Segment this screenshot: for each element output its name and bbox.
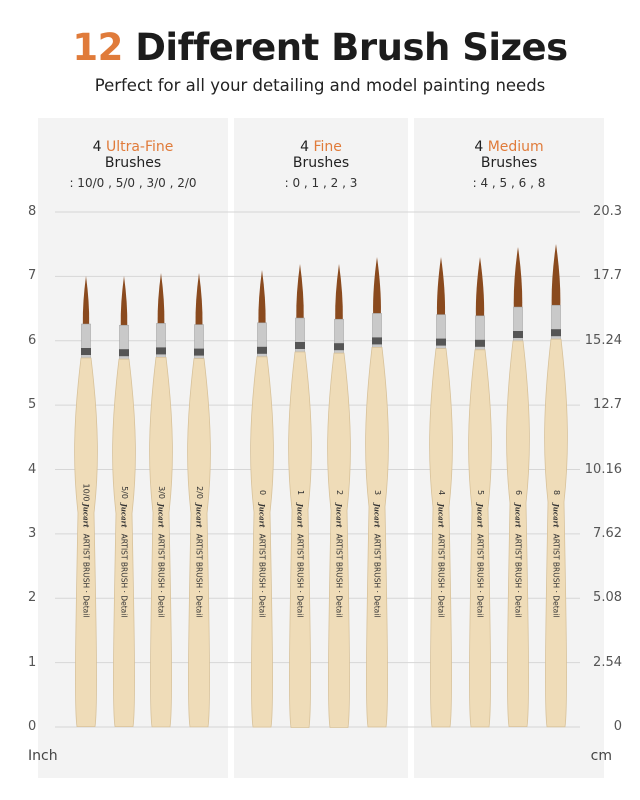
brush-crimp <box>156 348 166 355</box>
brush-size-label: 4 <box>436 489 446 495</box>
brush-brand-label: Jucart <box>551 502 561 528</box>
group-word: Brushes <box>480 155 538 171</box>
brush-brand-label: Jucart <box>334 502 344 528</box>
group-name: Ultra-Fine <box>105 139 174 155</box>
brush-brand-label: Jucart <box>475 502 485 528</box>
brush-text-label: ARTIST BRUSH · Detail <box>513 533 523 617</box>
brush-crimp <box>513 331 523 338</box>
brush-3-0 <box>146 273 176 731</box>
brush-8 <box>541 244 571 731</box>
brush-crimp <box>334 343 344 350</box>
brush-size-label: 2 <box>334 489 344 495</box>
brush-crimp <box>119 350 129 357</box>
brush-text-label: ARTIST BRUSH · Detail <box>436 533 446 617</box>
brush-size-label: 8 <box>551 489 561 495</box>
brush-tip <box>514 247 523 307</box>
brush-1 <box>285 264 315 732</box>
brush-size-label: 1 <box>295 489 305 495</box>
axis-left-tick: 2 <box>28 590 37 606</box>
brush-crimp <box>372 337 382 344</box>
brush-text-label: ARTIST BRUSH · Detail <box>119 533 129 617</box>
brush-text-label: ARTIST BRUSH · Detail <box>194 533 204 617</box>
brush-crimp <box>257 347 267 354</box>
axis-left-tick: 1 <box>28 654 37 670</box>
brush-crimp <box>551 329 561 336</box>
brush-text-label: ARTIST BRUSH · Detail <box>551 533 561 617</box>
group-name: Medium <box>487 139 544 155</box>
brush-crimp <box>436 339 446 346</box>
brush-text-label: ARTIST BRUSH · Detail <box>156 533 166 617</box>
brush-tip <box>258 270 265 323</box>
brush-tip <box>552 244 561 305</box>
group-count: 4 <box>92 139 102 155</box>
axis-left-tick: 4 <box>28 461 37 477</box>
brush-text-label: ARTIST BRUSH · Detail <box>257 533 267 617</box>
group-medium <box>414 139 604 191</box>
brush-brand-label: Jucart <box>436 502 446 528</box>
group-ultra-fine <box>38 139 228 191</box>
axis-right-tick: 7.62 <box>593 525 622 541</box>
brush-size-label: 5/0 <box>119 485 129 499</box>
brush-size-label: 3 <box>372 489 382 495</box>
axis-right-tick: 20.3 <box>593 204 622 219</box>
brush-brand-label: Jucart <box>156 502 166 528</box>
brush-brand-label: Jucart <box>119 502 129 528</box>
axis-right-tick: 2.54 <box>593 654 622 670</box>
axis-left-tick: 3 <box>28 525 37 541</box>
brush-size-label: 10/0 <box>81 483 91 501</box>
brush-2 <box>324 264 354 732</box>
axis-right-unit: cm <box>590 748 612 764</box>
group-sizes: : 10/0 , 5/0 , 3/0 , 2/0 <box>69 176 197 190</box>
brush-brand-label: Jucart <box>81 502 91 528</box>
brush-text-label: ARTIST BRUSH · Detail <box>295 533 305 617</box>
title-number: 12 <box>72 26 123 69</box>
brush-2-0 <box>184 273 214 731</box>
brush-tip <box>158 273 165 323</box>
brush-tip <box>296 264 303 318</box>
brush-tip <box>437 257 445 315</box>
brush-size-label: 2/0 <box>194 485 204 499</box>
axis-left-tick: 8 <box>28 204 37 219</box>
group-word: Brushes <box>104 155 162 171</box>
axis-right-tick: 0 <box>613 719 622 734</box>
group-count: 4 <box>300 139 310 155</box>
brush-tip <box>476 257 484 316</box>
brush-size-label: 3/0 <box>156 485 166 499</box>
axis-right-tick: 15.24 <box>584 332 622 348</box>
brush-brand-label: Jucart <box>513 502 523 528</box>
brush-brand-label: Jucart <box>295 502 305 528</box>
axis-right-tick: 10.16 <box>584 461 622 477</box>
group-count: 4 <box>474 139 484 155</box>
brush-tip <box>335 264 343 319</box>
brush-brand-label: Jucart <box>194 502 204 528</box>
axis-right-tick: 5.08 <box>593 590 622 606</box>
brush-crimp <box>194 349 204 356</box>
axis-left-tick: 5 <box>28 397 37 413</box>
brush-crimp <box>81 348 91 355</box>
brush-text-label: ARTIST BRUSH · Detail <box>372 533 382 617</box>
brush-0 <box>247 270 277 731</box>
brush-size-label: 6 <box>513 489 523 495</box>
group-fine <box>234 139 408 191</box>
axis-left-tick: 0 <box>28 719 37 734</box>
brush-text-label: ARTIST BRUSH · Detail <box>81 533 91 617</box>
brush-tip <box>121 276 128 325</box>
brush-tip <box>83 276 89 324</box>
axis-right-tick: 12.7 <box>593 397 622 413</box>
page-subtitle: Perfect for all your detailing and model painting needs <box>94 76 546 95</box>
brush-crimp <box>475 340 485 347</box>
group-name: Fine <box>313 139 342 155</box>
brush-tip <box>195 273 202 325</box>
group-sizes: : 0 , 1 , 2 , 3 <box>284 176 358 190</box>
brush-text-label: ARTIST BRUSH · Detail <box>475 533 485 617</box>
group-word: Brushes <box>292 155 350 171</box>
brush-size-label: 5 <box>475 489 485 495</box>
brush-tip <box>373 257 381 313</box>
brush-brand-label: Jucart <box>372 502 382 528</box>
axis-left-tick: 7 <box>28 268 37 284</box>
brush-size-label: 0 <box>257 489 267 495</box>
brush-crimp <box>295 342 305 349</box>
axis-left-tick: 6 <box>28 332 37 348</box>
group-sizes: : 4 , 5 , 6 , 8 <box>472 176 546 190</box>
brush-text-label: ARTIST BRUSH · Detail <box>334 533 344 617</box>
axis-left-unit: Inch <box>28 748 58 764</box>
axis-right-tick: 17.7 <box>593 268 622 284</box>
brush-brand-label: Jucart <box>257 502 267 528</box>
title-text: Different Brush Sizes <box>135 26 568 69</box>
